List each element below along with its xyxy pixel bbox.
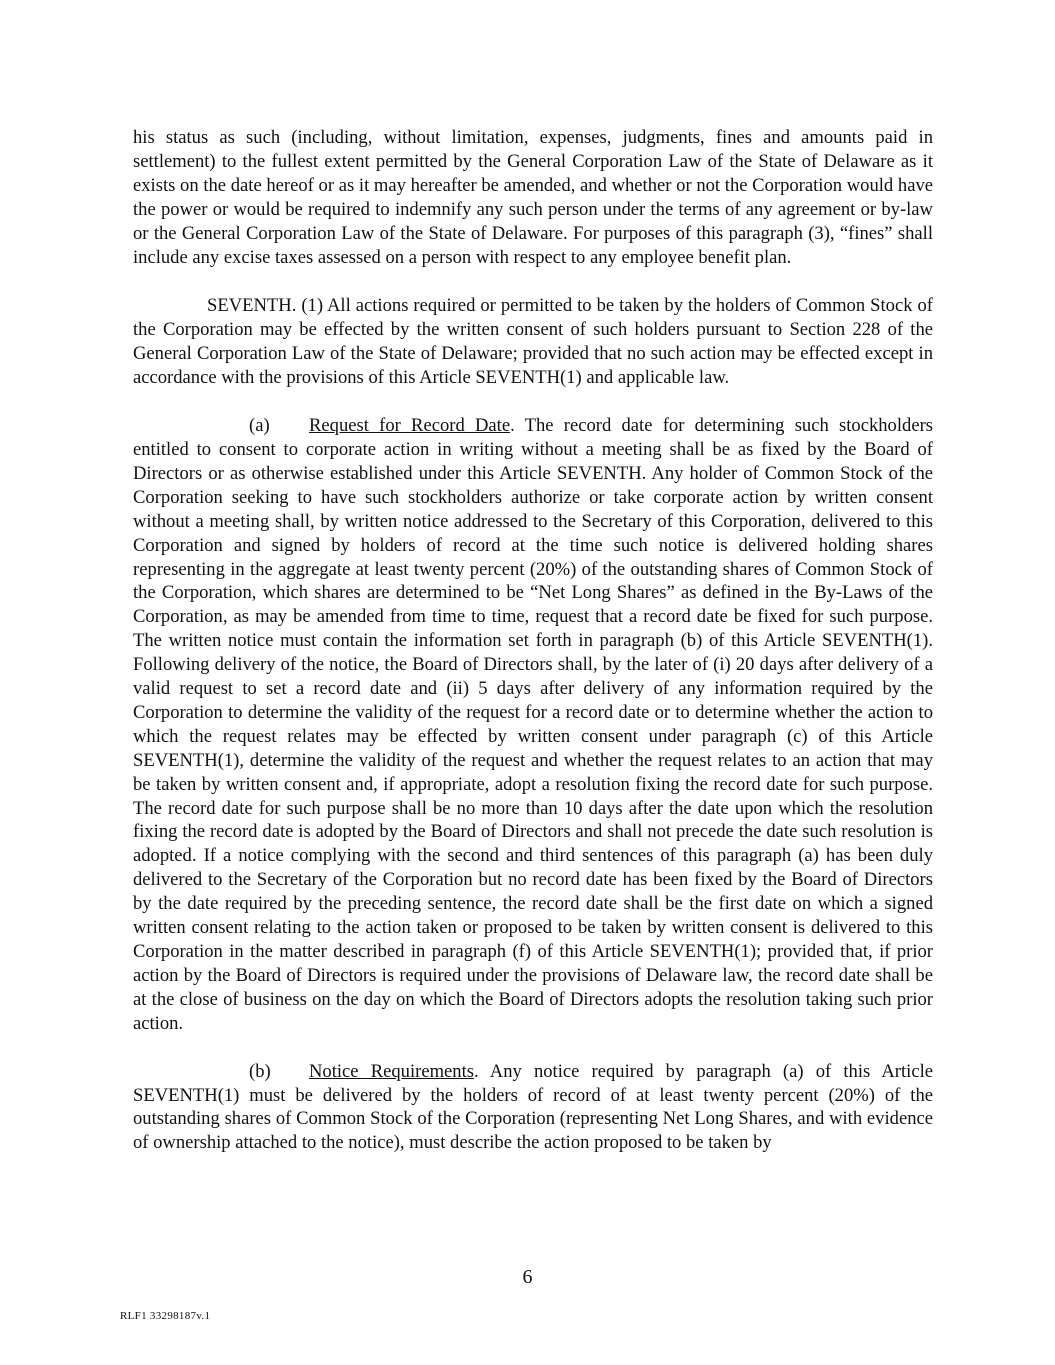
heading-request-for-record-date: Request for Record Date [309,415,511,437]
heading-notice-requirements: Notice Requirements [309,1060,474,1082]
paragraph-text-b: . Any notice required by paragraph (a) of this Article SEVENTH(1) must be delivered by the holders of record of at least twenty percent (20%) of the outstanding shares of Common Stock of the Corporation (representing Net Long Shares, and with evidence of ownership attached to the notice), must describe the action proposed to be taken by [133,1060,933,1154]
paragraph-article-seventh: SEVENTH. (1) All actions required or permitted to be taken by the holders of Common Stock of the Corporation may be effected by the written consent of such holders pursuant to Section 228 of the General Corporation Law of the State of Delaware; provided that no such action may be effected except in accordance with the provisions of this Article SEVENTH(1) and applicable law. [133,295,933,389]
paragraph-label-a: (a) [249,415,270,437]
paragraph-label-b: (b) [249,1060,271,1082]
document-id: RLF1 33298187v.1 [120,1310,211,1322]
page-number: 6 [522,1266,533,1288]
paragraph-indemnification-continued: his status as such (including, without limitation, expenses, judgments, fines and amounts paid in settlement) to the fullest extent permitted by the General Corporation Law of the State of Delaware as it exists on the date hereof or as it may hereafter be amended, and whether or not the Corporation would have the power or would be required to indemnify any such person under the terms of any agreement or by-law or the General Corporation Law of the State of Delaware. For purposes of this paragraph (3), “fines” shall include any excise taxes assessed on a person with respect to any employee benefit plan. [133,127,933,268]
document-page [133,126,933,1155]
paragraph-text-a: . The record date for determining such stockholders entitled to consent to corporate action in writing without a meeting shall be as fixed by the Board of Directors or as otherwise established under this Article SEVENTH. Any holder of Common Stock of the Corporation seeking to have such stockholders authorize or take corporate action by written consent without a meeting shall, by written notice addressed to the Secretary of this Corporation, delivered to this Corporation and signed by holders of record at the time such notice is delivered holding shares representing in the aggregate at least twenty percent (20%) of the outstanding shares of Common Stock of the Corporation, which shares are determined to be “Net Long Shares” as defined in the By-Laws of the Corporation, as may be amended from time to time, request that a record date be fixed for such purpose. The written notice must contain the information set forth in paragraph (b) of this Article SEVENTH(1). Following delivery of the notice, the Board of Directors shall, by the later of (i) 20 days after delivery of a valid request to set a record date and (ii) 5 days after delivery of any information required by the Corporation to determine the validity of the request for a record date or to determine whether the action to which the request relates may be effected by written consent under paragraph (c) of this Article SEVENTH(1), determine the validity of the request and whether the request relates to an action that may be taken by written consent and, if appropriate, adopt a resolution fixing the record date for such purpose. The record date for such purpose shall be no more than 10 days after the date upon which the resolution fixing the record date is adopted by the Board of Directors and shall not precede the date such resolution is adopted. If a notice complying with the second and third sentences of this paragraph (a) has been duly delivered to the Secretary of the Corporation but no record date has been fixed by the Board of Directors by the date required by the preceding sentence, the record date shall be the first date on which a signed written consent relating to the action taken or proposed to be taken by written consent is delivered to this Corporation in the matter described in paragraph (f) of this Article SEVENTH(1); provided that, if prior action by the Board of Directors is required under the provisions of Delaware law, the record date shall be at the close of business on the day on which the Board of Directors adopts the resolution taking such prior action. [133,415,933,1034]
paragraph-request-for-record-date [133,414,933,1036]
paragraph-notice-requirements [133,1060,933,1156]
